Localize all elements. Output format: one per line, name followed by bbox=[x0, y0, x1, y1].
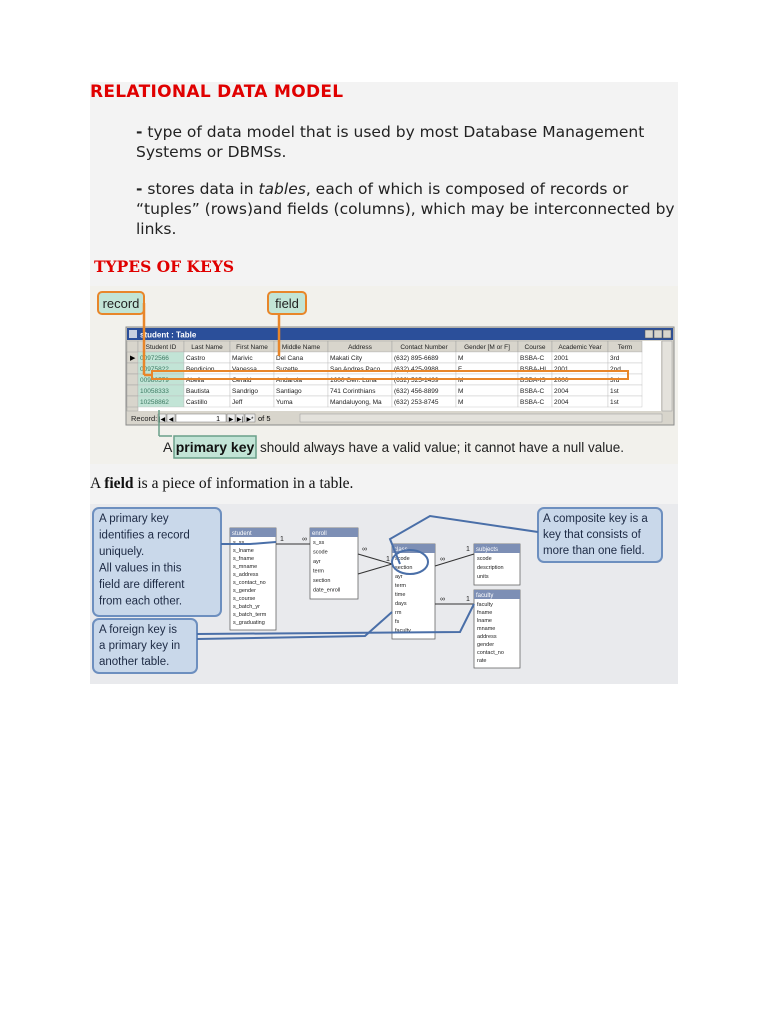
cell-value: 2001 bbox=[554, 355, 569, 362]
cell-value: F bbox=[458, 366, 462, 373]
cell-value: Suzette bbox=[276, 366, 299, 373]
nav-next-button[interactable] bbox=[227, 414, 235, 423]
table-cell[interactable] bbox=[456, 385, 518, 396]
callout-line: another table. bbox=[99, 656, 170, 668]
cell-value: BSBA-C bbox=[520, 388, 545, 395]
row-selector[interactable] bbox=[127, 374, 138, 385]
relationship-label: 1 bbox=[280, 536, 284, 543]
column-header-label: Term bbox=[617, 344, 633, 351]
datasheet bbox=[127, 341, 642, 411]
window-titlebar bbox=[127, 328, 673, 340]
entity-field: scode bbox=[395, 556, 410, 562]
relationship-lines bbox=[276, 544, 474, 604]
cell-value: (632) 253-8745 bbox=[394, 399, 439, 406]
entity-field: s_batch_yr bbox=[233, 604, 260, 610]
entity-field: days bbox=[395, 601, 407, 607]
row-selector[interactable] bbox=[127, 385, 138, 396]
cell-value: 1600 Gen. Luna bbox=[330, 377, 377, 384]
entity-field: faculty bbox=[477, 602, 493, 608]
callout-line: more than one field. bbox=[543, 545, 645, 557]
entity-field: gender bbox=[477, 642, 495, 648]
column-header-label: Gender [M or F] bbox=[464, 344, 510, 351]
entity-table-title: subjects bbox=[476, 547, 499, 553]
relationship-label: ∞ bbox=[302, 536, 307, 543]
cell-value: 2001 bbox=[554, 366, 569, 373]
svg-text:▶*: ▶* bbox=[246, 417, 254, 423]
entity-field: s_mname bbox=[233, 564, 258, 570]
column-header-label: Middle Name bbox=[281, 344, 321, 351]
column-header-label: Student ID bbox=[145, 344, 177, 351]
entity-field: term bbox=[313, 568, 324, 575]
cell-value: Makati City bbox=[330, 355, 363, 362]
entity-field: rm bbox=[395, 610, 402, 616]
column-header-label: Contact Number bbox=[400, 344, 448, 351]
column-header-label: Last Name bbox=[191, 344, 223, 351]
cell-value: M bbox=[458, 388, 464, 395]
entity-tables bbox=[230, 528, 520, 668]
key-diagram-figure bbox=[90, 504, 678, 684]
italic-term: tables bbox=[258, 180, 306, 198]
entity-field: s_course bbox=[233, 596, 256, 602]
cell-value: M bbox=[458, 355, 464, 362]
window-controls[interactable] bbox=[645, 330, 671, 338]
cell-value: Abella bbox=[186, 377, 205, 384]
field-definition-section bbox=[90, 464, 678, 504]
record-callout-label: record bbox=[102, 296, 140, 311]
nav-new-button[interactable] bbox=[245, 414, 255, 423]
entity-field: term bbox=[395, 583, 406, 589]
nav-last-button[interactable] bbox=[236, 414, 244, 423]
entity-field: mname bbox=[477, 626, 496, 632]
nav-total: of 5 bbox=[258, 414, 271, 423]
cell-value: 3rd bbox=[610, 355, 620, 362]
entity-field: s_address bbox=[233, 572, 259, 578]
entity-field: ayr bbox=[313, 559, 321, 565]
cell-value: BSBA-HI bbox=[520, 366, 547, 373]
entity-field: faculty bbox=[395, 628, 411, 634]
column-header-label: First Name bbox=[236, 344, 268, 351]
definition-paragraph-1 bbox=[136, 122, 681, 162]
sentence-suffix: is a piece of information in a table. bbox=[133, 475, 354, 492]
field-term: field bbox=[104, 475, 134, 492]
svg-text:|◀: |◀ bbox=[158, 417, 166, 423]
column-header-label: Course bbox=[524, 344, 546, 351]
definition-paragraph-2 bbox=[136, 179, 681, 239]
entity-field: ayr bbox=[395, 574, 403, 580]
page-title: RELATIONAL DATA MODEL bbox=[90, 82, 344, 102]
cell-value: 10058333 bbox=[140, 388, 169, 395]
cell-value: (632) 525-1439 bbox=[394, 377, 439, 384]
nav-prev-button[interactable] bbox=[167, 414, 175, 423]
cell-value: BSBA-C bbox=[520, 399, 545, 406]
cell-value: Marivic bbox=[232, 355, 253, 362]
callout-line: identifies a record bbox=[99, 529, 190, 542]
caption-key: primary key bbox=[175, 439, 255, 455]
paragraph-text: , each of which is composed of records or “tuples” (rows)and fields (columns), which may be interconnected by links. bbox=[136, 180, 675, 238]
entity-field: fs bbox=[395, 619, 400, 625]
table-figure bbox=[90, 286, 678, 464]
cell-value: M bbox=[458, 399, 464, 406]
row-selector[interactable] bbox=[127, 363, 138, 374]
table-cell[interactable] bbox=[456, 363, 518, 374]
cell-value: M bbox=[458, 377, 464, 384]
cell-value: 2004 bbox=[554, 399, 569, 406]
table-figure-svg bbox=[90, 286, 678, 464]
column-header-label: Address bbox=[348, 344, 372, 351]
current-row-icon: ▶ bbox=[130, 355, 136, 362]
cell-value: Bendicion bbox=[186, 366, 215, 373]
caption-suffix: should always have a valid value; it cannot have a null value. bbox=[260, 440, 624, 455]
cell-value: Castro bbox=[186, 355, 206, 362]
sentence-prefix: A bbox=[90, 475, 105, 492]
vertical-scrollbar[interactable] bbox=[662, 341, 672, 411]
entity-field: date_enroll bbox=[313, 587, 341, 594]
cell-value: 1st bbox=[610, 388, 619, 395]
cell-value: Santiago bbox=[276, 388, 302, 395]
callout-line: A primary key bbox=[99, 513, 169, 525]
key-diagram-svg bbox=[90, 504, 678, 684]
relationship-label: 1 bbox=[386, 556, 390, 563]
entity-field: units bbox=[477, 574, 489, 580]
entity-table-title: student bbox=[232, 531, 252, 537]
svg-text:▶: ▶ bbox=[228, 417, 234, 423]
entity-field: scode bbox=[477, 556, 492, 562]
foreign-key-callout-text bbox=[99, 624, 180, 668]
entity-table-title: class bbox=[394, 547, 408, 553]
entity-field: time bbox=[395, 592, 406, 598]
entity-field: address bbox=[477, 634, 497, 640]
table-icon bbox=[129, 330, 137, 338]
svg-text:◀: ◀ bbox=[168, 417, 174, 423]
caption-prefix: A bbox=[163, 439, 173, 455]
cell-value: Gerald bbox=[232, 377, 252, 384]
nav-current: 1 bbox=[216, 416, 220, 423]
callout-line: key that consists of bbox=[543, 529, 641, 541]
cell-value: (632) 425-9988 bbox=[394, 366, 439, 373]
callout-line: from each other. bbox=[99, 595, 183, 608]
paragraph-text: type of data model that is used by most Database Management Systems or DBMSs. bbox=[136, 123, 645, 161]
entity-field: lname bbox=[477, 618, 492, 624]
relationship-label: 1 bbox=[466, 546, 470, 553]
row-selector[interactable] bbox=[127, 396, 138, 407]
callout-line: A foreign key is bbox=[99, 624, 177, 636]
entity-field: s_fname bbox=[233, 556, 255, 562]
entity-table-title: faculty bbox=[476, 593, 494, 599]
cell-value: Del Cana bbox=[276, 355, 304, 362]
composite-key-callout-text bbox=[543, 513, 648, 557]
cell-value: BSBA-C bbox=[520, 355, 545, 362]
entity-table-title: enroll bbox=[312, 531, 327, 537]
callout-line: All values in this bbox=[99, 562, 182, 575]
cell-value: 2004 bbox=[554, 388, 569, 395]
entity-field: section bbox=[313, 578, 331, 584]
nav-label: Record: bbox=[131, 414, 158, 423]
cell-value: 2nd bbox=[610, 366, 621, 373]
cell-value: (632) 895-6689 bbox=[394, 355, 439, 362]
entity-field: fname bbox=[477, 610, 493, 616]
cell-value: Jeff bbox=[232, 399, 243, 406]
entity-field: s_lname bbox=[233, 548, 254, 554]
cell-value: (632) 456-8899 bbox=[394, 388, 439, 395]
paragraph-text: stores data in bbox=[142, 180, 259, 198]
entity-field: description bbox=[477, 565, 504, 571]
cell-value: San Andres Paco bbox=[330, 366, 381, 373]
window-title: student : Table bbox=[140, 330, 197, 340]
callout-line: A composite key is a bbox=[543, 513, 648, 525]
cell-value: 10258862 bbox=[140, 399, 169, 406]
cell-value: 1st bbox=[610, 399, 619, 406]
cell-value: Castillo bbox=[186, 399, 208, 406]
types-of-keys-section bbox=[90, 240, 678, 286]
relationship-label: ∞ bbox=[362, 546, 367, 553]
callout-line: uniquely. bbox=[99, 546, 145, 558]
dash: - bbox=[136, 123, 143, 141]
cell-value: Yuma bbox=[276, 399, 293, 406]
entity-field: scode bbox=[313, 549, 328, 556]
entity-field: s_batch_term bbox=[233, 612, 267, 618]
relationship-label: 1 bbox=[466, 596, 470, 603]
horizontal-scrollbar[interactable] bbox=[300, 414, 662, 422]
field-definition bbox=[90, 475, 353, 493]
cell-value: Vanessa bbox=[232, 366, 257, 373]
cell-value: 2000 bbox=[554, 377, 569, 384]
entity-field: s_contact_no bbox=[233, 580, 266, 586]
relationship-label: ∞ bbox=[440, 596, 445, 603]
relationship-label: ∞ bbox=[440, 556, 445, 563]
column-header-label: Academic Year bbox=[558, 344, 602, 351]
cell-value: Sandrigo bbox=[232, 388, 259, 395]
callout-line: field are different bbox=[99, 579, 185, 591]
dash: - bbox=[136, 180, 143, 198]
cell-value: 741 Corinthians bbox=[330, 388, 376, 395]
cell-value: 3rd bbox=[610, 377, 620, 384]
intro-section bbox=[90, 82, 678, 240]
cell-value: Andarola bbox=[276, 377, 303, 384]
entity-field: s_ss bbox=[233, 540, 245, 546]
entity-field: s_gender bbox=[233, 588, 256, 594]
cell-value: 00972566 bbox=[140, 355, 169, 362]
entity-field: rate bbox=[477, 658, 487, 664]
entity-field: contact_no bbox=[477, 650, 504, 656]
svg-text:▶|: ▶| bbox=[236, 417, 244, 423]
cell-value: Mandaluyong, Ma bbox=[330, 399, 382, 406]
entity-field: s_graduating bbox=[233, 620, 265, 626]
callout-line: a primary key in bbox=[99, 640, 181, 652]
entity-field: s_ss bbox=[313, 540, 325, 546]
cell-value: 00980579 bbox=[140, 377, 169, 384]
cell-value: 00975822 bbox=[140, 366, 169, 373]
entity-field: section bbox=[395, 565, 413, 571]
field-callout-label: field bbox=[275, 296, 299, 311]
table-cell[interactable] bbox=[456, 352, 518, 363]
section-heading: TYPES OF KEYS bbox=[94, 257, 235, 276]
cell-value: BSBA-IS bbox=[520, 377, 546, 384]
cell-value: Bautista bbox=[186, 388, 210, 395]
table-cell[interactable] bbox=[456, 396, 518, 407]
